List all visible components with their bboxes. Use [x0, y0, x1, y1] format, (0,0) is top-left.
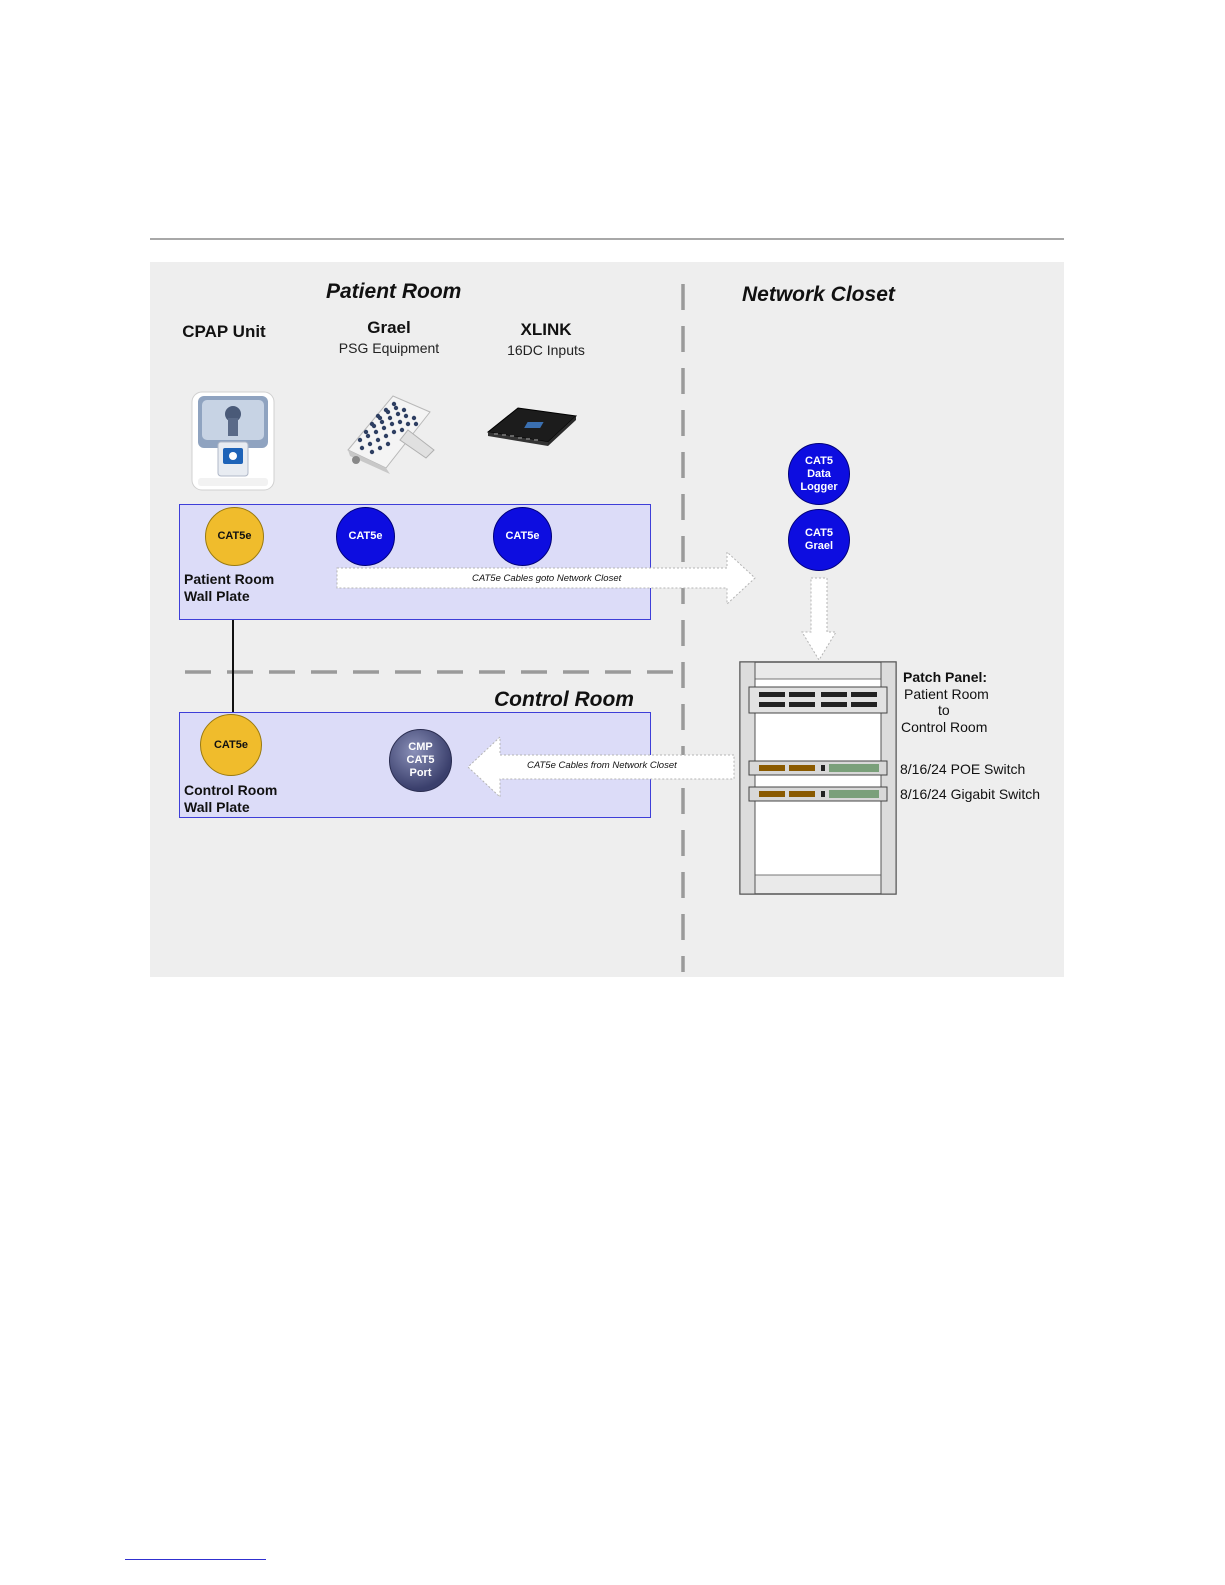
patient-room-title: Patient Room — [326, 280, 462, 303]
gigabit-switch-unit — [749, 787, 887, 801]
closet-cat5-grael-port[interactable]: CAT5 Grael — [788, 509, 850, 571]
control-wall-plate-label: Control Room Wall Plate — [184, 782, 278, 815]
patch-panel-line2: to — [938, 702, 950, 718]
network-closet-title: Network Closet — [742, 283, 895, 306]
poe-switch-unit — [749, 761, 887, 775]
patient-wall-plate-label: Patient Room Wall Plate — [184, 571, 275, 604]
grael-sub-label: PSG Equipment — [338, 340, 440, 356]
control-cat5e-port[interactable]: CAT5e — [200, 714, 262, 776]
arrow-to-network-closet-label: CAT5e Cables goto Network Closet — [472, 573, 622, 584]
patch-panel-line1: Patient Room — [904, 686, 989, 702]
server-rack — [739, 661, 899, 897]
gigabit-switch-label: 8/16/24 Gigabit Switch — [900, 786, 1041, 802]
arrow-from-network-closet-label: CAT5e Cables from Network Closet — [527, 760, 677, 771]
patient-cat5e-port-grael[interactable]: CAT5e — [336, 507, 395, 566]
poe-switch-label: 8/16/24 POE Switch — [900, 761, 1026, 777]
cpap-unit-label: CPAP Unit — [182, 322, 266, 341]
arrow-down-to-rack — [800, 576, 838, 662]
patch-panel-unit — [749, 687, 887, 713]
xlink-sub-label: 16DC Inputs — [507, 342, 585, 358]
xlink-image — [484, 404, 580, 448]
closet-cat5-data-logger-port[interactable]: CAT5 Data Logger — [788, 443, 850, 505]
xlink-label: XLINK — [520, 320, 572, 339]
cmp-cat5-port[interactable]: CMP CAT5 Port — [389, 729, 452, 792]
patch-panel-line3: Control Room — [901, 719, 988, 735]
top-rule — [150, 238, 1064, 240]
patient-cat5e-port-xlink[interactable]: CAT5e — [493, 507, 552, 566]
footer-link-underline — [125, 1559, 266, 1560]
cpap-unit-image — [190, 390, 276, 492]
patient-cat5e-port-cpap[interactable]: CAT5e — [205, 507, 264, 566]
patch-panel-title: Patch Panel: — [903, 669, 988, 685]
control-room-title: Control Room — [494, 688, 634, 711]
grael-image — [338, 390, 438, 476]
grael-label: Grael — [367, 318, 411, 337]
